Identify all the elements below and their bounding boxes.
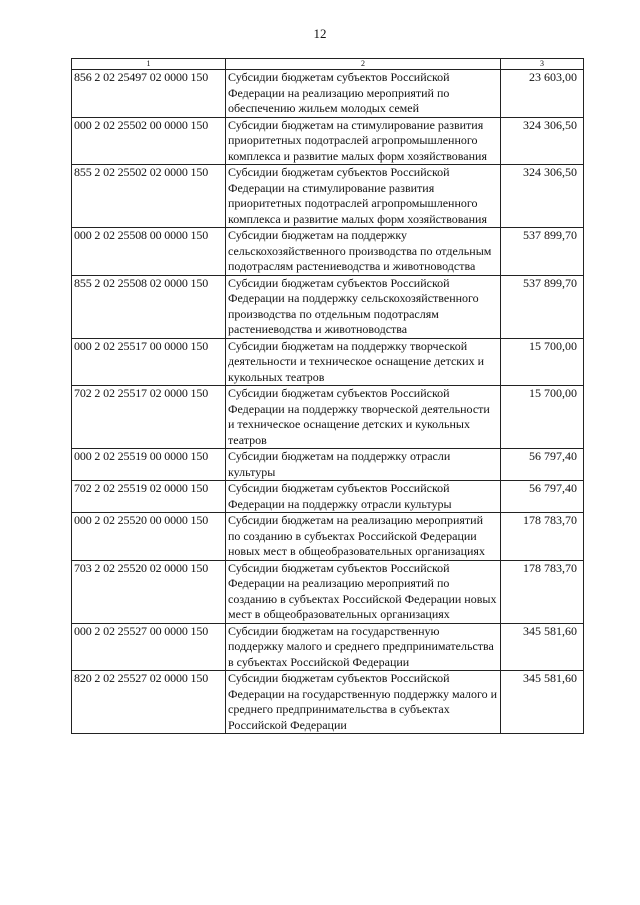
table-row [72,671,584,734]
description-cell: Субсидии бюджетам на поддержку отрасли культуры [226,449,501,481]
budget-code-cell: 000 2 02 25502 00 0000 150 [72,117,226,165]
table-row [72,386,584,449]
budget-code-cell: 703 2 02 25520 02 0000 150 [72,560,226,623]
table-row [72,165,584,228]
amount-cell: 56 797,40 [501,449,584,481]
description-cell: Субсидии бюджетам на поддержку сельскохозяйственного производства по отдельным подотраслям растениеводства и животноводства [226,228,501,276]
description-cell: Субсидии бюджетам на стимулирование развития приоритетных подотраслей агропромышленного комплекса и развитие малых форм хозяйствования [226,117,501,165]
budget-code-cell: 000 2 02 25508 00 0000 150 [72,228,226,276]
table-row [72,275,584,338]
column-header-code: 1 [72,59,226,70]
page-number: 12 [313,26,327,41]
table-row [72,513,584,561]
table-row [72,560,584,623]
budget-code-cell: 000 2 02 25519 00 0000 150 [72,449,226,481]
description-cell: Субсидии бюджетам субъектов Российской Федерации на поддержку отрасли культуры [226,481,501,513]
amount-cell: 15 700,00 [501,386,584,449]
column-number-row [72,59,584,70]
amount-cell: 537 899,70 [501,228,584,276]
budget-code-cell: 702 2 02 25517 02 0000 150 [72,386,226,449]
budget-code-cell: 820 2 02 25527 02 0000 150 [72,671,226,734]
budget-revenue-table [71,58,584,734]
budget-code-cell: 855 2 02 25508 02 0000 150 [72,275,226,338]
amount-cell: 178 783,70 [501,560,584,623]
table-row [72,338,584,386]
budget-code-cell: 702 2 02 25519 02 0000 150 [72,481,226,513]
column-header-description: 2 [226,59,501,70]
description-cell: Субсидии бюджетам субъектов Российской Федерации на поддержку сельскохозяйственного производства по отдельным подотраслям растениеводства и животноводства [226,275,501,338]
table-row [72,228,584,276]
description-cell: Субсидии бюджетам субъектов Российской Федерации на реализацию мероприятий по созданию в субъектах Российской Федерации новых мест в общеобразовательных организациях [226,560,501,623]
budget-code-cell: 000 2 02 25517 00 0000 150 [72,338,226,386]
table-row [72,449,584,481]
description-cell: Субсидии бюджетам на государственную поддержку малого и среднего предпринимательства в субъектах Российской Федерации [226,623,501,671]
amount-cell: 324 306,50 [501,117,584,165]
description-cell: Субсидии бюджетам субъектов Российской Федерации на реализацию мероприятий по обеспечению жильем молодых семей [226,70,501,118]
table-row [72,481,584,513]
description-cell: Субсидии бюджетам на поддержку творческой деятельности и техническое оснащение детских и кукольных театров [226,338,501,386]
description-cell: Субсидии бюджетам субъектов Российской Федерации на стимулирование развития приоритетных подотраслей агропромышленного комплекса и развитие малых форм хозяйствования [226,165,501,228]
amount-cell: 537 899,70 [501,275,584,338]
description-cell: Субсидии бюджетам субъектов Российской Федерации на поддержку творческой деятельности и техническое оснащение детских и кукольных театров [226,386,501,449]
description-cell: Субсидии бюджетам на реализацию мероприятий по созданию в субъектах Российской Федерации новых мест в общеобразовательных организациях [226,513,501,561]
amount-cell: 178 783,70 [501,513,584,561]
budget-code-cell: 855 2 02 25502 02 0000 150 [72,165,226,228]
table-row [72,623,584,671]
amount-cell: 15 700,00 [501,338,584,386]
amount-cell: 56 797,40 [501,481,584,513]
budget-code-cell: 856 2 02 25497 02 0000 150 [72,70,226,118]
amount-cell: 345 581,60 [501,623,584,671]
description-cell: Субсидии бюджетам субъектов Российской Федерации на государственную поддержку малого и среднего предпринимательства в субъектах Российской Федерации [226,671,501,734]
amount-cell: 23 603,00 [501,70,584,118]
amount-cell: 324 306,50 [501,165,584,228]
budget-code-cell: 000 2 02 25520 00 0000 150 [72,513,226,561]
amount-cell: 345 581,60 [501,671,584,734]
budget-code-cell: 000 2 02 25527 00 0000 150 [72,623,226,671]
table-row [72,70,584,118]
column-header-amount: 3 [501,59,584,70]
table-row [72,117,584,165]
